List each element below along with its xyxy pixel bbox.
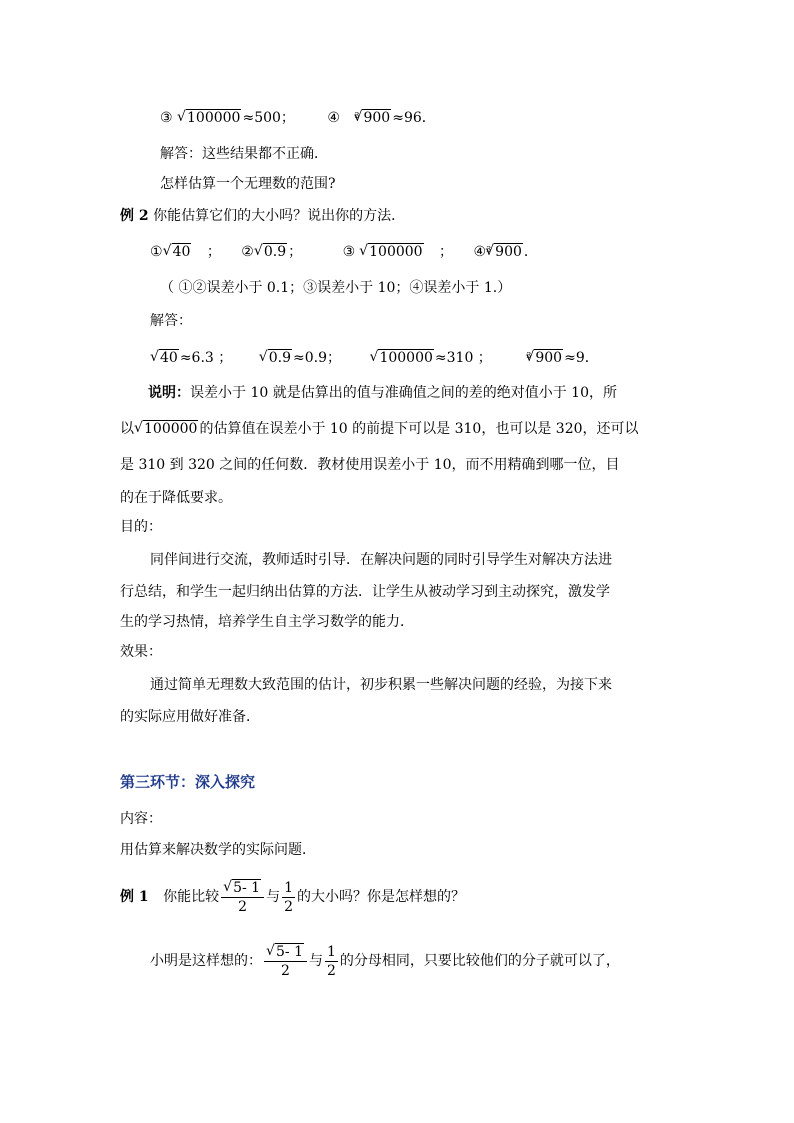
cbrt-expression: √ 900 [353, 108, 391, 128]
example-1: 例 1 你能比较 √ $\frac{5- 1}{2}$ 与 $\frac{1}{2}$ 的大小吗？你是怎样想的？ [120, 876, 465, 918]
purpose-line-1: 同伴间进行交流，教师适时引导．在解决问题的同时引导学生对解决方法进 [150, 552, 612, 568]
effect-label: 效果： [120, 644, 162, 660]
section-3-title: 第三环节：深入探究 [120, 773, 256, 791]
answer-line: 解答：这些结果都不正确． [160, 146, 328, 162]
note-line-1: 说明：误差小于 10 就是估算出的值与准确值之间的差的绝对值小于 10，所 [148, 385, 617, 401]
fraction: √ $\frac{5- 1}{2}$ [264, 943, 307, 980]
line-roots-3-4: ③ √ 100000 ≈500； ④ $^3$√ 900 ≈96． [160, 108, 436, 128]
sqrt-expression: √ 100000 [177, 108, 241, 128]
circled-4: ④ [327, 110, 340, 126]
note-label: 说明： [148, 385, 190, 401]
example-2-note: （ ①②误差小于 0.1；③误差小于 10；④误差小于 1.） [160, 280, 512, 296]
xiaoming-line: 小明是这样想的： √ $\frac{5- 1}{2}$ 与 $\frac{1}{2}$ 的分母相同，只要比较他们的分子就可以了， [150, 940, 620, 982]
note-line-2: 以√ 100000 的估算值在误差小于 10 的前提下可以是 310，也可以是 320，还可以 [120, 419, 639, 439]
purpose-label: 目的： [120, 519, 162, 535]
purpose-line-3: 生的学习热情，培养学生自主学习数学的能力． [120, 614, 414, 630]
fraction: √ $\frac{5- 1}{2}$ [221, 879, 264, 916]
example-2: 例 2 你能估算它们的大小吗？说出你的方法． [120, 208, 406, 224]
fraction: $\frac{1}{2}$ [327, 943, 336, 979]
question-line: 怎样估算一个无理数的范围? [160, 176, 336, 192]
answer-label: 解答： [150, 313, 192, 329]
example-label: 例 2 [120, 208, 149, 224]
effect-line-1: 通过简单无理数大致范围的估计，初步积累一些解决问题的经验，为接下来 [150, 677, 612, 693]
content-label: 内容： [120, 811, 162, 827]
note-line-3: 是 310 到 320 之间的任何数．教材使用误差小于 10，而不用精确到哪一位，目 [120, 457, 620, 473]
circled-3: ③ [160, 110, 173, 126]
answers-line: √ 40 ≈6.3 ； √ 0.9 ≈0.9； √ 100000 ≈310 ； $^3$√ 900 ≈9． [150, 348, 599, 368]
content-text: 用估算来解决数学的实际问题． [120, 842, 316, 858]
example-label: 例 1 [120, 889, 149, 905]
effect-line-2: 的实际应用做好准备． [120, 709, 260, 725]
example-2-items: ①√ 40 ； ②√ 0.9 ； ③√ 100000 ； ④$^3$√ 900 ． [150, 242, 538, 262]
fraction: $\frac{1}{2}$ [284, 879, 293, 915]
purpose-line-2: 行总结，和学生一起归纳出估算的方法．让学生从被动学习到主动探究，激发学 [120, 584, 610, 600]
note-line-4: 的在于降低要求。 [120, 490, 232, 506]
